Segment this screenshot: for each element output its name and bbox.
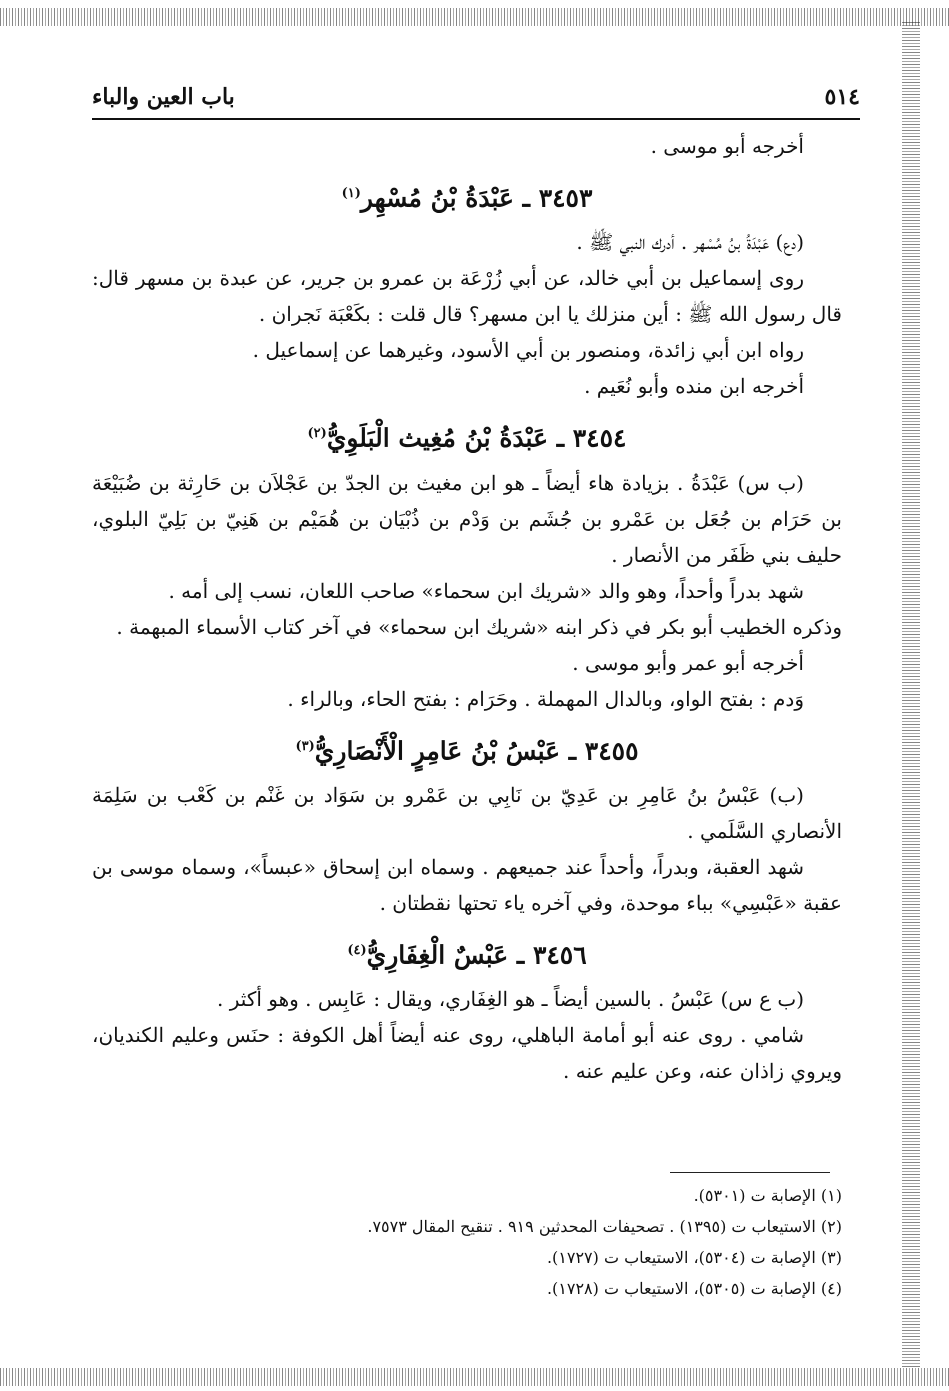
entry-heading-3456	[92, 929, 842, 977]
decorative-border-top	[0, 8, 949, 26]
paragraph: (ب) عَبْسُ بنُ عَامِرِ بن عَدِيّ بن نَابِي بن عَمْرو بن سَوَاد بن غَنْم بن كَعْب بن سَلِمَة الأنصاري السَّلَمي .	[92, 782, 842, 843]
paragraph: أخرجه أبو عمر وأبو موسى .	[572, 650, 804, 675]
chapter-title: باب العين والباء	[92, 84, 235, 110]
paragraph: شهد العقبة، وبدراً، وأحداً عند جميعهم . وسماه ابن إسحاق «عبساً»، وسماه موسى بن عقبة «عَبْسِي» بباء موحدة، وفي آخره ياء تحتها نقطتان .	[92, 854, 842, 915]
footnote: (٣) الإصابة ت (٥٣٠٤)، الاستيعاب ت (١٧٢٧).	[546, 1248, 842, 1267]
footnote-marker: (٤)	[347, 942, 367, 958]
entry-heading-3455	[92, 725, 842, 773]
footnote: (٤) الإصابة ت (٥٣٠٥)، الاستيعاب ت (١٧٢٨).	[546, 1279, 842, 1298]
paragraph: (دع) عَبْدَةُ بنُ مُسْهر . أدرك النبي ﷺ .	[576, 230, 804, 255]
footnote: (٢) الاستيعاب ت (١٣٩٥) . تصحيفات المحدثين ٩١٩ . تنقيح المقال ٧٥٧٣.	[367, 1217, 842, 1236]
paragraph: روى إسماعيل بن أبي خالد، عن أبي زُرْعَة بن عمرو بن جرير، عن عبدة بن مسهر قال: قال رسول الله ﷺ : أين منزلك يا ابن مسهر؟ قال قلت : بكَعْبَة نَجران .	[92, 266, 842, 327]
page-number: ٥١٤	[824, 84, 860, 110]
decorative-border-bottom	[0, 1368, 949, 1386]
entry-heading-text: ٣٤٥٣ ـ عَبْدَةُ بْنُ مُسْهِر	[360, 183, 593, 213]
footnote-marker: (١)	[341, 186, 361, 201]
paragraph: رواه ابن أبي زائدة، ومنصور بن أبي الأسود، وغيرهما عن إسماعيل .	[252, 338, 804, 363]
page-body	[92, 128, 842, 1089]
decorative-border-right	[902, 22, 920, 1367]
paragraph: (ب س) عَبْدَةُ . بزيادة هاء أيضاً ـ هو ابن مغيث بن الجدّ بن عَجْلاَن بن حَارِثة بن ضُبَيْعَة بن حَرَام بن جُعَل بن عَمْرو بن جُشَم بن وَدْم بن ذُبْيَان بن هُمَيْم بن هَنِيّ بن بَلِيّ البلوي، حليف بني ظَفَر من الأنصار .	[92, 470, 842, 567]
paragraph: (ب ع س) عَبْسُ . بالسين أيضاً ـ هو الغِفَاري، ويقال : عَابِس . وهو أكثر .	[217, 987, 804, 1012]
footnote-marker: (٣)	[295, 738, 315, 754]
paragraph: شامي . روى عنه أبو أمامة الباهلي، روى عنه أيضاً أهل الكوفة : حنَس وعليم الكنديان، ويروي زاذان عنه، وعن عليم عنه .	[92, 1023, 842, 1084]
paragraph: أخرجه أبو موسى .	[650, 134, 804, 158]
paragraph: أخرجه ابن منده وأبو نُعَيم .	[584, 374, 804, 399]
paragraph: وَدم : بفتح الواو، وبالدال المهملة . وحَرَام : بفتح الحاء، وبالراء .	[287, 686, 804, 711]
entry-heading-text: ٣٤٥٦ ـ عَبْسٌ الْغِفَارِيُّ	[366, 940, 587, 970]
entry-heading-3453	[92, 172, 842, 220]
page-header	[92, 80, 860, 114]
paragraph: شهد بدراً وأحداً، وهو والد «شريك ابن سحماء» صاحب اللعان، نسب إلى أمه .	[168, 578, 804, 603]
paragraph: وذكره الخطيب أبو بكر في ذكر ابنه «شريك ابن سحماء» في آخر كتاب الأسماء المبهمة .	[116, 614, 842, 639]
entry-heading-3454	[92, 412, 842, 460]
footnotes	[92, 1172, 842, 1304]
footnote-marker: (٢)	[307, 426, 327, 442]
header-rule	[92, 118, 860, 120]
entry-heading-text: ٣٤٥٥ ـ عَبْسُ بْنُ عَامِرٍ الْأَنْصَارِيُّ	[314, 735, 639, 765]
footnote: (١) الإصابة ت (٥٣٠١).	[693, 1186, 842, 1205]
entry-heading-text: ٣٤٥٤ ـ عَبْدَةُ بْنُ مُغِيث الْبَلَوِيُّ	[326, 423, 627, 453]
